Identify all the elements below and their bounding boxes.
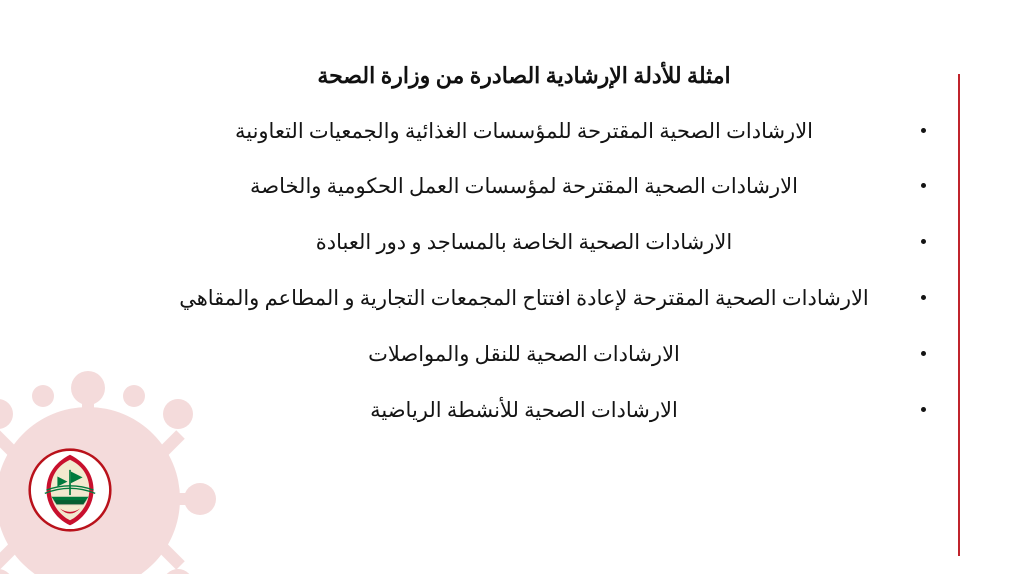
slide-content bbox=[120, 62, 928, 451]
bullet-dot-icon bbox=[921, 295, 926, 300]
list-item-text: الارشادات الصحية للأنشطة الرياضية bbox=[370, 397, 678, 422]
bullet-dot-icon bbox=[921, 351, 926, 356]
bullet-list bbox=[120, 117, 928, 426]
list-item-text: الارشادات الصحية المقترحة لمؤسسات العمل الحكومية والخاصة bbox=[250, 174, 798, 199]
list-item-text: الارشادات الصحية الخاصة بالمساجد و دور العبادة bbox=[315, 230, 733, 255]
list-item bbox=[120, 117, 928, 147]
vertical-accent-rule bbox=[958, 74, 960, 556]
kuwait-state-emblem-icon bbox=[28, 448, 112, 532]
bullet-dot-icon bbox=[921, 239, 926, 244]
bullet-dot-icon bbox=[921, 128, 926, 133]
list-item-text: الارشادات الصحية المقترحة لإعادة افتتاح المجمعات التجارية و المطاعم والمقاهي bbox=[179, 286, 869, 311]
list-item bbox=[120, 172, 928, 202]
list-item bbox=[120, 340, 928, 370]
bullet-dot-icon bbox=[921, 183, 926, 188]
list-item-text: الارشادات الصحية المقترحة للمؤسسات الغذائية والجمعيات التعاونية bbox=[234, 118, 814, 143]
list-item bbox=[120, 396, 928, 426]
list-item bbox=[120, 228, 928, 258]
bullet-dot-icon bbox=[921, 407, 926, 412]
slide-title: امثلة للأدلة الإرشادية الصادرة من وزارة الصحة bbox=[317, 63, 731, 88]
list-item-text: الارشادات الصحية للنقل والمواصلات bbox=[368, 341, 680, 366]
list-item bbox=[120, 284, 928, 314]
